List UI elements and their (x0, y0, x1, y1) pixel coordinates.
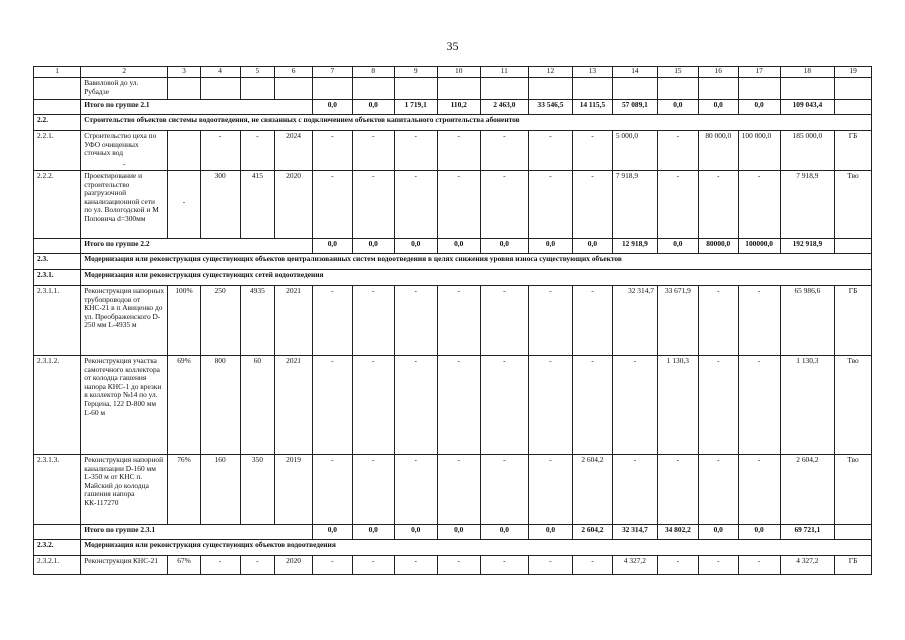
total-value: 0,0 (698, 100, 738, 115)
total-value: 32 314,7 (612, 525, 657, 540)
section-number: 2.3.1. (34, 270, 81, 286)
header-cell: 8 (352, 67, 394, 78)
section-row (34, 540, 872, 556)
total-value: 0,0 (657, 239, 698, 254)
total-value: 0,0 (352, 239, 394, 254)
total-value: 0,0 (437, 525, 480, 540)
header-cell: 9 (394, 67, 437, 78)
row-name: Реконструкция напорной канализации D-160 мм L-350 м от КНС п. Майский до колодца гашения напора КК-117270 (81, 455, 168, 525)
table-row: 2.3.1.3. Реконструкция напорной канализации D-160 мм L-350 м от КНС п. Майский до колодца гашения напора КК-117270 76% 160 350 2019 - - - - - - 2 604,2 - - - - 2 604,2 Тво (34, 455, 872, 525)
section-number: 2.2. (34, 115, 81, 131)
row-name: Проектирование и строительство разгрузочной канализационной сети по ул. Вологодской и М Поповича d=300мм (81, 171, 168, 239)
section-row (34, 270, 872, 286)
header-cell: 2 (81, 67, 168, 78)
row-name: Реконструкция участка самотечного коллектора от колодца гашения напора КНС-1 до врезки в коллектор №14 по ул. Герцена, 122 D-800 мм L-60 м (81, 356, 168, 455)
header-cell: 1 (34, 67, 81, 78)
section-title: Модернизация или реконструкция существующих объектов водоотведения (81, 540, 872, 556)
header-cell: 4 (200, 67, 240, 78)
table-row: 2.3.1.2. Реконструкция участка самотечного коллектора от колодца гашения напора КНС-1 до врезки в коллектор №14 по ул. Герцена, 122 D-800 мм L-60 м 69% 800 60 2021 - - - - - - - - 1 130,3 - - 1 130,3 Тво (34, 356, 872, 455)
section-row (34, 115, 872, 131)
header-cell: 19 (835, 67, 872, 78)
total-value: 0,0 (657, 100, 698, 115)
header-cell: 10 (437, 67, 480, 78)
total-value: 0,0 (394, 239, 437, 254)
table-row: 2.3.1.1. Реконструкция напорных трубопроводов от КНС-21 в п Авиценко до ул. Преображенского D-250 мм L-4935 м 100% 250 4935 2021 - - - - - - - 32 314,7 33 671,9 - - 65 986,6 ГБ (34, 286, 872, 356)
total-value: 0,0 (352, 100, 394, 115)
header-cell: 5 (240, 67, 275, 78)
header-cell: 15 (657, 67, 698, 78)
section-title: Модернизация или реконструкция существующих объектов централизованных систем водоотведения в целях снижения уровня износа существующих объектов (81, 254, 872, 270)
row-name: Реконструкция КНС-21 (81, 556, 168, 575)
total-value: 0,0 (437, 239, 480, 254)
section-title: Модернизация или реконструкция существующих сетей водоотведения (81, 270, 872, 286)
row-number: 2.3.1.1. (34, 286, 81, 356)
section-number: 2.3. (34, 254, 81, 270)
table-row: 2.2.2. Проектирование и строительство разгрузочной канализационной сети по ул. Вологодской и М Поповича d=300мм - 300 415 2020 - - - - - - - 7 918,9 - - - 7 918,9 Тво (34, 171, 872, 239)
header-cell: 18 (780, 67, 835, 78)
total-value: 0,0 (738, 525, 780, 540)
total-value: 0,0 (312, 525, 352, 540)
total-value: 34 802,2 (657, 525, 698, 540)
total-value: 0,0 (698, 525, 738, 540)
total-row (34, 100, 872, 115)
total-label: Итого по группе 2.3.1 (81, 525, 313, 540)
header-cell: 6 (275, 67, 313, 78)
column-number-header (34, 67, 872, 78)
total-value: 0,0 (352, 525, 394, 540)
row-name: Вавиловой до ул. Рубадзе (81, 78, 168, 100)
total-value: 0,0 (528, 239, 572, 254)
table-row (34, 78, 872, 100)
header-cell: 16 (698, 67, 738, 78)
row-number: 2.3.1.2. (34, 356, 81, 455)
total-value: 0,0 (394, 525, 437, 540)
total-value: 33 546,5 (528, 100, 572, 115)
total-value: 0,0 (312, 100, 352, 115)
section-number: 2.3.2. (34, 540, 81, 556)
total-value: 12 918,9 (612, 239, 657, 254)
header-cell: 3 (168, 67, 201, 78)
table-row: 2.3.2.1. Реконструкция КНС-21 67% - - 2020 - - - - - - - 4 327,2 - - - 4 327,2 ГБ (34, 556, 872, 575)
row-number: 2.3.2.1. (34, 556, 81, 575)
total-value: 0,0 (738, 100, 780, 115)
row-number: 2.2.2. (34, 171, 81, 239)
header-cell: 11 (480, 67, 528, 78)
header-cell: 14 (612, 67, 657, 78)
total-value: 57 089,1 (612, 100, 657, 115)
header-cell: 17 (738, 67, 780, 78)
total-value: 80000,0 (698, 239, 738, 254)
total-value: 110,2 (437, 100, 480, 115)
row-name: Строительство цеха по УФО очищенных сточных вод - (81, 131, 168, 171)
row-name: Реконструкция напорных трубопроводов от КНС-21 в п Авиценко до ул. Преображенского D-250 мм L-4935 м (81, 286, 168, 356)
total-label: Итого по группе 2.1 (81, 100, 313, 115)
total-row (34, 525, 872, 540)
header-cell: 7 (312, 67, 352, 78)
section-title: Строительство объектов системы водоотведения, не связанных с подключением объектов капитального строительства абонентов (81, 115, 872, 131)
table-row: 2.2.1. Строительство цеха по УФО очищенных сточных вод - - - 2024 - - - - - - - 5 000,0 - 80 000,0 100 000,0 185 000,0 ГБ (34, 131, 872, 171)
total-value: 109 043,4 (780, 100, 835, 115)
total-value: 14 115,5 (573, 100, 613, 115)
total-label: Итого по группе 2.2 (81, 239, 313, 254)
total-value: 0,0 (480, 239, 528, 254)
total-row (34, 239, 872, 254)
total-value: 100000,0 (738, 239, 780, 254)
investment-program-table (33, 66, 872, 575)
total-value: 0,0 (312, 239, 352, 254)
page-number: 35 (446, 39, 459, 53)
total-value: 2 463,0 (480, 100, 528, 115)
total-value: 0,0 (573, 239, 613, 254)
header-cell: 12 (528, 67, 572, 78)
section-row (34, 254, 872, 270)
header-cell: 13 (573, 67, 613, 78)
total-value: 192 918,9 (780, 239, 835, 254)
total-value: 1 719,1 (394, 100, 437, 115)
total-value: 2 604,2 (573, 525, 613, 540)
total-value: 0,0 (480, 525, 528, 540)
row-number: 2.2.1. (34, 131, 81, 171)
row-number: 2.3.1.3. (34, 455, 81, 525)
total-value: 69 721,1 (780, 525, 835, 540)
total-value: 0,0 (528, 525, 572, 540)
